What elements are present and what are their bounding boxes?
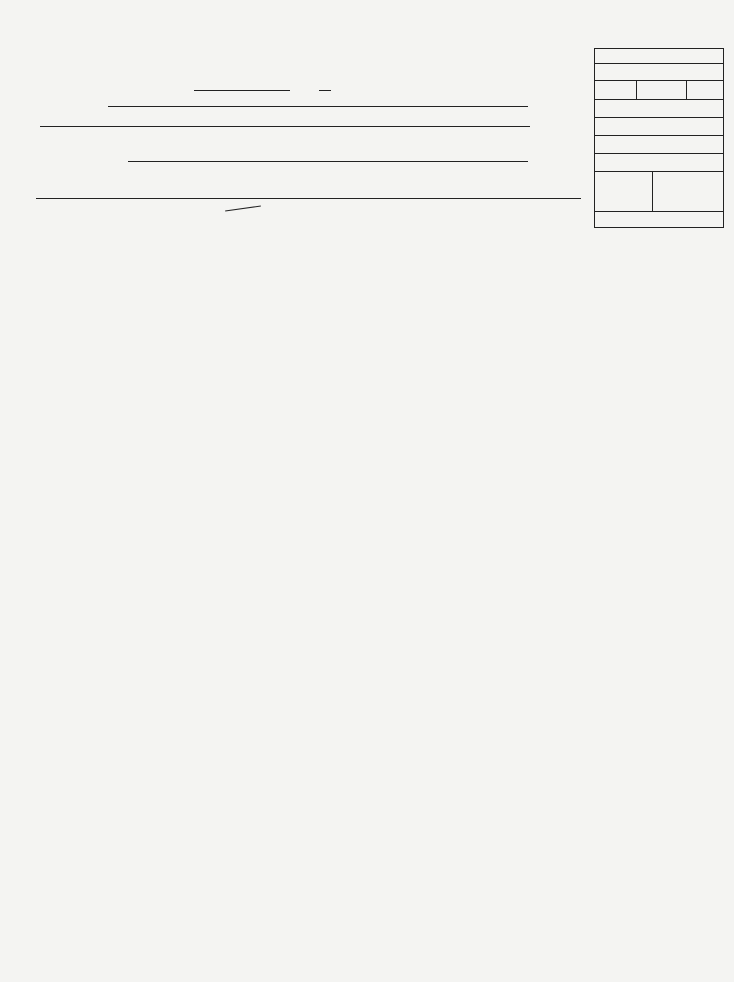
activity-underline [128, 161, 528, 162]
unit-strikethrough [225, 205, 261, 211]
legal-form-underline [36, 198, 581, 199]
tin-underline [40, 126, 530, 127]
year-underline [319, 90, 331, 91]
org-underline [108, 106, 528, 107]
codes-box [594, 48, 724, 228]
period-underline [194, 90, 290, 91]
